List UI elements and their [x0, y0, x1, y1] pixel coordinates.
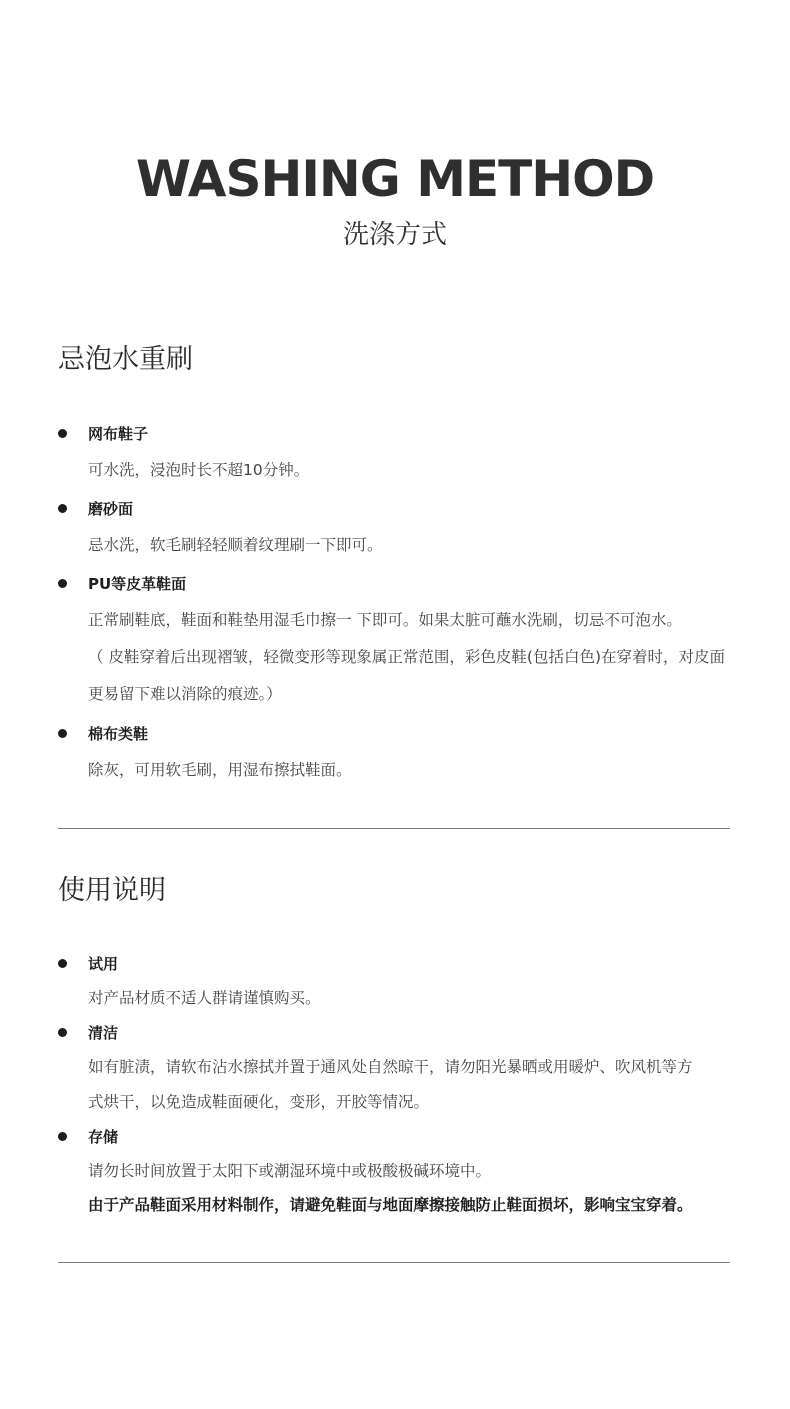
item-heading: PU等皮革鞋面 [88, 575, 187, 593]
item-text: 如有脏渍，请软布沾水擦拭并置于通风处自然晾干，请勿阳光暴晒或用暖炉、吹风机等方 [88, 1058, 693, 1076]
item-heading: 磨砂面 [88, 500, 134, 518]
bullet-icon [58, 579, 67, 588]
item-text: 对产品材质不适人群请谨慎购买。 [88, 989, 321, 1007]
item-text: 除灰，可用软毛刷，用湿布擦拭鞋面。 [88, 761, 352, 779]
item-text-emphasis: 由于产品鞋面采用材料制作，请避免鞋面与地面摩擦接触防止鞋面损坏，影响宝宝穿着。 [88, 1196, 693, 1214]
item-heading: 清洁 [88, 1024, 119, 1042]
divider [58, 828, 730, 829]
item-heading: 存储 [88, 1128, 119, 1146]
bullet-icon [58, 1028, 67, 1037]
item-text: 请勿长时间放置于太阳下或潮湿环境中或极酸极碱环境中。 [88, 1162, 492, 1180]
item-text: 正常刷鞋底，鞋面和鞋垫用湿毛巾擦一 下即可。如果太脏可蘸水洗刷，切忌不可泡水。 [88, 611, 682, 629]
bullet-icon [58, 429, 67, 438]
bullet-icon [58, 504, 67, 513]
item-text: 更易留下难以消除的痕迹。） [88, 685, 282, 703]
bullet-icon [58, 1132, 67, 1141]
item-text: 式烘干，以免造成鞋面硬化，变形，开胶等情况。 [88, 1093, 430, 1111]
page-title-en: WASHING METHOD [135, 150, 655, 208]
section-title-instructions: 使用说明 [58, 875, 166, 906]
bullet-icon [58, 959, 67, 968]
item-text: （ 皮鞋穿着后出现褶皱，轻微变形等现象属正常范围，彩色皮鞋(包括白色)在穿着时，对皮面 [88, 648, 726, 666]
item-text: 忌水洗，软毛刷轻轻顺着纹理刷一下即可。 [88, 536, 383, 554]
page-title-cn: 洗涤方式 [342, 220, 447, 250]
bullet-icon [58, 729, 67, 738]
section-title-no-soak: 忌泡水重刷 [58, 344, 193, 375]
item-heading: 试用 [88, 955, 119, 973]
item-text: 可水洗，浸泡时长不超10分钟。 [88, 461, 310, 479]
item-heading: 网布鞋子 [88, 425, 149, 443]
divider [58, 1262, 730, 1263]
item-heading: 棉布类鞋 [88, 725, 149, 743]
